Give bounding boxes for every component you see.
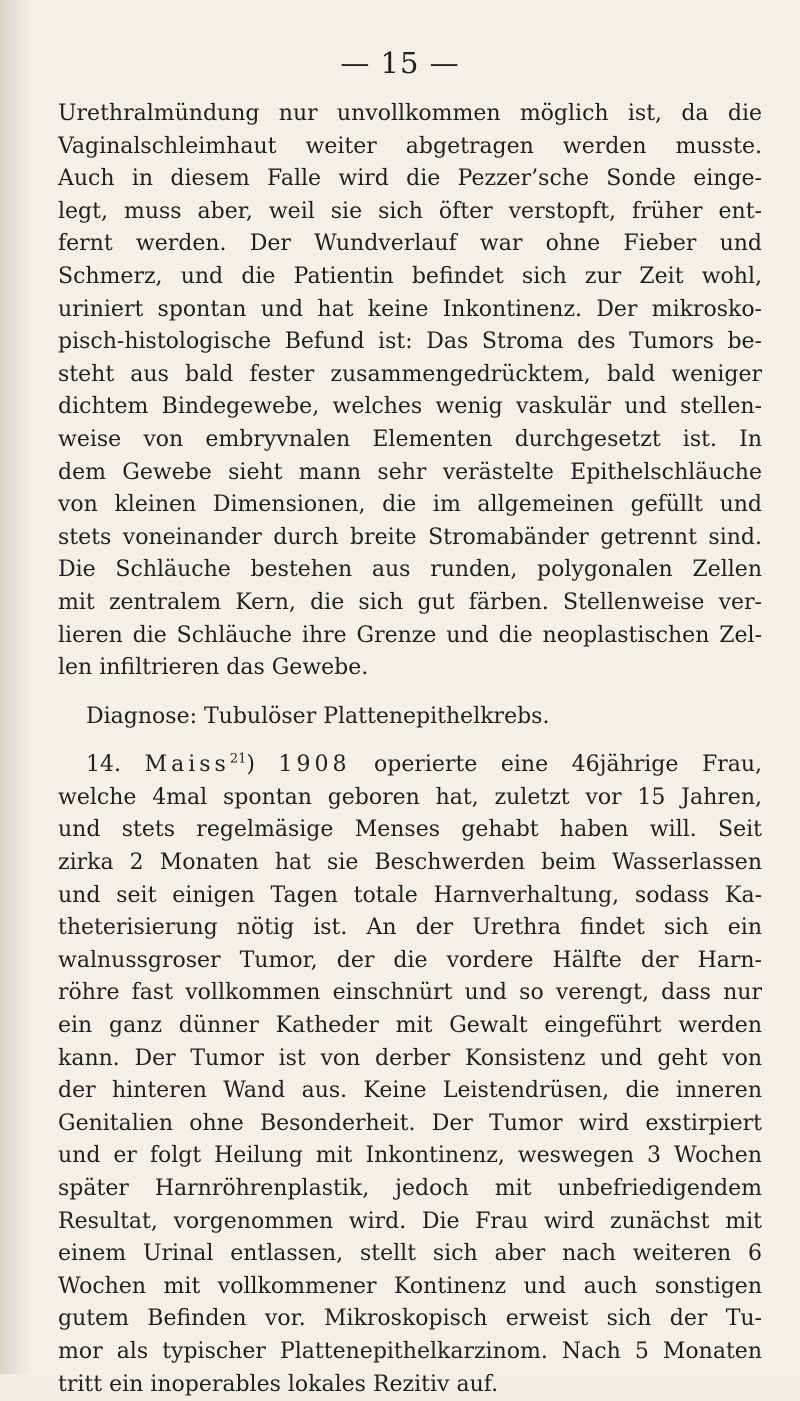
diagnosis-line: Diagnose: Tubulöser Plattenepithelkrebs. <box>86 703 550 729</box>
text-line: röhre fast vollkommen einschnürt und so verengt, dass nur <box>58 980 762 1006</box>
case-heading-line: 14. Maiss$^{21}$) 1908 operierte eine 46jährige Frau, <box>86 751 762 778</box>
case-heading-rest: operierte eine 46jährige Frau, <box>374 752 762 778</box>
text-line: später Harnröhrenplastik, jedoch mit unbefriedigendem <box>58 1176 762 1201</box>
case-year: 1908 <box>278 752 351 778</box>
author-name: Maiss <box>144 752 230 778</box>
text-line: uriniert spontan und hat keine Inkontinenz. Der mikrosko- <box>58 296 762 322</box>
binding-shadow <box>0 0 34 1374</box>
page-number: — 15 — <box>340 46 460 80</box>
text-line: fernt werden. Der Wundverlauf war ohne Fieber und <box>58 231 762 257</box>
text-line: pisch-histologische Befund ist: Das Stroma des Tumors be- <box>58 329 762 355</box>
text-line: Auch in diesem Falle wird die Pezzer’sche Sonde einge- <box>58 166 762 192</box>
text-line: und stets regelmäsige Menses gehabt haben will. Seit <box>58 817 762 843</box>
reference-number: 21 <box>229 751 247 767</box>
text-line: steht aus bald fester zusammengedrücktem, bald weniger <box>58 361 762 387</box>
text-line: walnussgroser Tumor, der die vordere Hälfte der Harn- <box>58 947 762 973</box>
text-line: mit zentralem Kern, die sich gut färben. Stellenweise ver- <box>58 589 762 615</box>
text-line: zirka 2 Monaten hat sie Beschwerden beim Wasserlassen <box>58 850 762 876</box>
text-line: Genitalien ohne Besonderheit. Der Tumor wird exstirpiert <box>58 1110 762 1136</box>
text-line: Vaginalschleimhaut weiter abgetragen werden musste. <box>58 133 762 159</box>
text-line: dem Gewebe sieht mann sehr verästelte Epithelschläuche <box>58 459 762 485</box>
text-line: Resultat, vorgenommen wird. Die Frau wird zunächst mit <box>58 1208 762 1234</box>
text-line: weise von embryvnalen Elementen durchgesetzt ist. In <box>58 426 762 452</box>
text-line: theterisierung nötig ist. An der Urethra findet sich ein <box>58 915 762 941</box>
text-line: Wochen mit vollkommener Kontinenz und auch sonstigen <box>58 1273 762 1299</box>
text-line: stets voneinander durch breite Stromabänder getrennt sind. <box>58 524 762 550</box>
text-line: gutem Befinden vor. Mikroskopisch erweist sich der Tu- <box>58 1306 762 1332</box>
text-line: legt, muss aber, weil sie sich öfter verstopft, früher ent- <box>58 198 762 224</box>
text-line: Schmerz, und die Patientin befindet sich zur Zeit wohl, <box>58 263 762 289</box>
text-line: tritt ein inoperables lokales Rezitiv auf. <box>58 1371 499 1397</box>
case-number: 14. <box>86 752 121 778</box>
text-line: der hinteren Wand aus. Keine Leistendrüsen, die inneren <box>58 1078 762 1104</box>
paragraph-case-14 <box>58 749 762 1401</box>
text-line: von kleinen Dimensionen, die im allgemeinen gefüllt und <box>58 492 762 518</box>
text-line: Die Schläuche bestehen aus runden, polygonalen Zellen <box>58 557 762 583</box>
text-line: und er folgt Heilung mit Inkontinenz, weswegen 3 Wochen <box>58 1143 762 1169</box>
paragraph-case-continuation <box>58 98 762 685</box>
text-line: kann. Der Tumor ist von derber Konsistenz und geht von <box>58 1045 762 1071</box>
text-line: mor als typischer Plattenepithelkarzinom. Nach 5 Monaten <box>58 1338 762 1364</box>
text-line: len infiltrieren das Gewebe. <box>58 655 369 681</box>
text-line: und seit einigen Tagen totale Harnverhaltung, sodass Ka- <box>58 882 762 908</box>
text-line: einem Urinal entlassen, stellt sich aber nach weiteren 6 <box>58 1241 762 1267</box>
text-line: welche 4mal spontan geboren hat, zuletzt vor 15 Jahren, <box>58 784 762 810</box>
text-line: ein ganz dünner Katheder mit Gewalt eingeführt werden <box>58 1013 762 1039</box>
text-line: lieren die Schläuche ihre Grenze und die neoplastischen Zel- <box>58 622 762 648</box>
text-line: dichtem Bindegewebe, welches wenig vaskulär und stellen- <box>58 394 762 420</box>
page-body <box>58 98 762 1401</box>
text-line: Urethralmündung nur unvollkommen möglich ist, da die <box>58 101 762 126</box>
